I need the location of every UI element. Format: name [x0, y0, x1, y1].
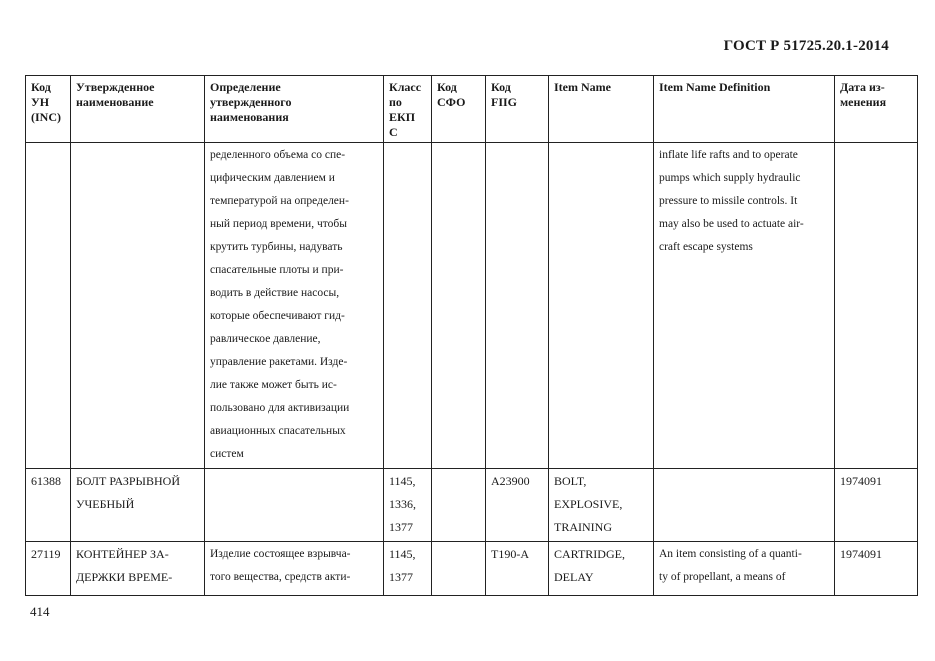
- definition-line: цифическим давлением и: [210, 172, 335, 184]
- header-sfo: [432, 76, 486, 143]
- cell-fiig: T190-A: [486, 542, 549, 596]
- cell-change-date: [835, 143, 918, 469]
- definition-line: управление ракетами. Изде-: [210, 356, 348, 368]
- approved-name-line: БОЛТ РАЗРЫВНОЙ: [76, 474, 181, 488]
- approved-name-line: КОНТЕЙНЕР ЗА-: [76, 547, 169, 561]
- definition-line: водить в действие насосы,: [210, 287, 340, 299]
- header-class-line: Класс: [389, 80, 422, 94]
- class-line: 1145,: [389, 474, 416, 488]
- class-line: 1377: [389, 520, 413, 534]
- cell-fiig: [486, 143, 549, 469]
- item-definition-line: An item consisting of a quanti-: [659, 548, 802, 560]
- header-definition-line: Определение: [210, 80, 281, 94]
- cell-definition: [205, 542, 384, 596]
- header-inc-line: УН: [31, 95, 50, 109]
- header-definition-line: наименования: [210, 110, 289, 124]
- header-item-name-definition: [654, 76, 835, 143]
- cell-item-name-definition: [654, 469, 835, 542]
- definition-line: авиационных спасательных: [210, 425, 346, 437]
- definition-line: крутить турбины, надувать: [210, 241, 343, 253]
- class-line: 1336,: [389, 497, 416, 511]
- item-name-line: CARTRIDGE,: [554, 547, 625, 561]
- cell-approved-name: [71, 542, 205, 596]
- header-approved-name-line: Утвержденное: [76, 80, 155, 94]
- header-change-date-line: Дата из-: [840, 80, 885, 94]
- item-definition-line: ty of propellant, a means of: [659, 571, 786, 583]
- cell-class: [384, 469, 432, 542]
- cell-definition: [205, 143, 384, 469]
- table-row: [26, 143, 918, 469]
- item-name-line: BOLT,: [554, 474, 587, 488]
- item-name-line: TRAINING: [554, 520, 612, 534]
- definition-line: спасательные плоты и при-: [210, 264, 344, 276]
- header-fiig: [486, 76, 549, 143]
- header-class-line: С: [389, 125, 398, 139]
- cell-item-name-definition: [654, 143, 835, 469]
- cell-approved-name: [71, 143, 205, 469]
- item-definition-line: craft escape systems: [659, 241, 753, 253]
- definition-line: равлическое давление,: [210, 333, 321, 345]
- header-inc-line: (INC): [31, 110, 61, 124]
- header-sfo-line: СФО: [437, 95, 466, 109]
- header-class: [384, 76, 432, 143]
- cell-change-date: 1974091: [835, 469, 918, 542]
- item-definition-line: pumps which supply hydraulic: [659, 172, 801, 184]
- class-line: 1145,: [389, 547, 416, 561]
- definition-line: Изделие состоящее взрывча-: [210, 548, 351, 560]
- approved-name-line: ДЕРЖКИ ВРЕМЕ-: [76, 570, 173, 584]
- cell-definition: [205, 469, 384, 542]
- cell-inc: [26, 143, 71, 469]
- item-definition-line: pressure to missile controls. It: [659, 195, 798, 207]
- definition-line: ный период времени, чтобы: [210, 218, 347, 230]
- cell-sfo: [432, 542, 486, 596]
- cell-inc: 61388: [26, 469, 71, 542]
- definition-line: пользовано для активизации: [210, 402, 350, 414]
- item-definition-line: inflate life rafts and to operate: [659, 149, 798, 161]
- definition-line: лие также может быть ис-: [210, 379, 337, 391]
- header-definition: [205, 76, 384, 143]
- header-definition-line: утвержденного: [210, 95, 292, 109]
- specification-table: [25, 75, 918, 596]
- cell-sfo: [432, 143, 486, 469]
- class-line: 1377: [389, 570, 413, 584]
- header-sfo-line: Код: [437, 80, 457, 94]
- header-item-name-line: Item Name: [554, 80, 611, 94]
- cell-item-name: [549, 469, 654, 542]
- header-row: [26, 76, 918, 143]
- table-row: [26, 542, 918, 596]
- header-class-line: ЕКП: [389, 110, 416, 124]
- header-inc: [26, 76, 71, 143]
- header-approved-name-line: наименование: [76, 95, 154, 109]
- document-code: ГОСТ Р 51725.20.1-2014: [723, 38, 889, 54]
- approved-name-line: УЧЕБНЫЙ: [76, 497, 135, 511]
- page-number: 414: [30, 604, 50, 619]
- cell-fiig: A23900: [486, 469, 549, 542]
- table-row: [26, 469, 918, 542]
- definition-line: температурой на определен-: [210, 195, 349, 207]
- cell-class: [384, 143, 432, 469]
- header-fiig-line: FIIG: [491, 95, 518, 109]
- cell-inc: 27119: [26, 542, 71, 596]
- definition-line: того вещества, средств акти-: [210, 571, 351, 583]
- header-item-name-definition-line: Item Name Definition: [659, 80, 771, 94]
- header-inc-line: Код: [31, 80, 51, 94]
- header-fiig-line: Код: [491, 80, 511, 94]
- definition-line: ределенного объема со спе-: [210, 149, 346, 161]
- item-definition-line: may also be used to actuate air-: [659, 218, 804, 230]
- header-item-name: [549, 76, 654, 143]
- cell-sfo: [432, 469, 486, 542]
- cell-class: [384, 542, 432, 596]
- item-name-line: EXPLOSIVE,: [554, 497, 623, 511]
- header-change-date-line: менения: [840, 95, 887, 109]
- header-change-date: [835, 76, 918, 143]
- item-name-line: DELAY: [554, 570, 594, 584]
- cell-item-name-definition: [654, 542, 835, 596]
- definition-line: систем: [210, 448, 244, 460]
- cell-change-date: 1974091: [835, 542, 918, 596]
- cell-item-name: [549, 143, 654, 469]
- definition-line: которые обеспечивают гид-: [210, 310, 345, 322]
- header-class-line: по: [389, 95, 402, 109]
- header-approved-name: [71, 76, 205, 143]
- cell-approved-name: [71, 469, 205, 542]
- cell-item-name: [549, 542, 654, 596]
